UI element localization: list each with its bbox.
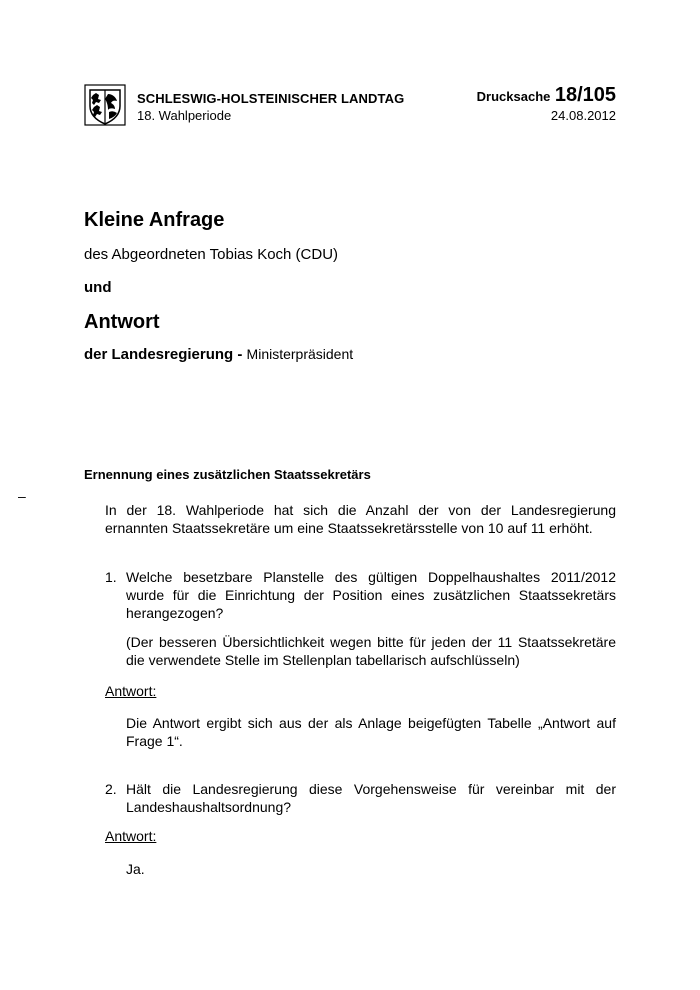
intro-paragraph: In der 18. Wahlperiode hat sich die Anzahl der von der Landesregierung ernannten Staatssekretäre um eine Staatssekretärsstelle von 10 auf 11 erhöht. (105, 502, 616, 536)
drucksache-reference (477, 84, 616, 107)
answer-2: Ja. (126, 861, 145, 877)
answer-label: Antwort: (105, 828, 157, 844)
answer-label: Antwort: (105, 683, 157, 699)
conjunction: und (84, 279, 112, 296)
legislative-period: 18. Wahlperiode (137, 108, 232, 123)
question-1 (105, 568, 616, 622)
document-date: 24.08.2012 (550, 108, 616, 123)
margin-dash: – (18, 488, 26, 504)
answer-title: Antwort (84, 311, 160, 333)
subject-heading: Ernennung eines zusätzlichen Staatssekretärs (84, 467, 371, 482)
question-text: Welche besetzbare Planstelle des gültigen Doppelhaushaltes 2011/2012 wurde für die Einrichtung der Position eines zusätzlichen Staatssekretärs herangezogen? (126, 569, 616, 621)
question-2 (105, 780, 616, 816)
ministry-label: Ministerpräsident (246, 346, 354, 362)
author-line: des Abgeordneten Tobias Koch (CDU) (84, 246, 339, 263)
coat-of-arms-icon (84, 84, 126, 126)
question-text: Hält die Landesregierung diese Vorgehensweise für vereinbar mit der Landeshaushaltsordnung? (126, 781, 616, 815)
answer-1: Die Antwort ergibt sich aus der als Anlage beigefügten Tabelle „Antwort auf Frage 1“. (126, 715, 616, 749)
question-number: 2. (105, 781, 117, 797)
parliament-name: SCHLESWIG-HOLSTEINISCHER LANDTAG (137, 91, 405, 106)
document-title: Kleine Anfrage (84, 209, 225, 231)
government-line (84, 346, 353, 363)
drucksache-label: Drucksache (476, 89, 551, 104)
question-note: (Der besseren Übersichtlichkeit wegen bitte für jeden der 11 Staatssekretäre die verwendete Stelle im Stellenplan tabellarisch aufschlüsseln) (126, 634, 616, 668)
drucksache-number: 18/105 (554, 84, 616, 106)
government-label: der Landesregierung - (84, 346, 243, 363)
question-number: 1. (105, 569, 117, 585)
